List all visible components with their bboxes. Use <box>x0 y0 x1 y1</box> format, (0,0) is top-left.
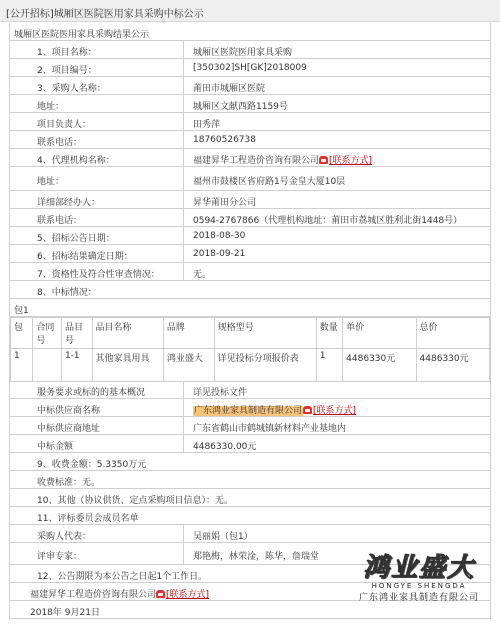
row-label: 3、采购人名称： <box>37 84 106 94</box>
announcement-heading-row <box>10 23 490 41</box>
cell: 其他家具用具 <box>92 349 163 382</box>
row-value: 18760526738 <box>193 135 256 145</box>
info-row <box>10 281 490 299</box>
package-row <box>10 299 490 317</box>
watermark-cn: 广东鸿业家具制造有限公司 <box>358 593 479 603</box>
footer-contact-link[interactable]: [联系方式] <box>166 590 210 600</box>
row-value: 2018-09-21 <box>193 249 246 259</box>
row-label: 4、代理机构名称： <box>37 156 115 166</box>
col-header: 品目名称 <box>92 318 163 349</box>
row-label: 联系电话： <box>37 138 83 148</box>
footer-date: 2018年 9月21日 <box>30 608 100 618</box>
row-value: 详见投标文件 <box>193 388 248 398</box>
row-label: 8、中标情况： <box>37 288 97 298</box>
row-label: 地址： <box>37 102 65 112</box>
info-row <box>10 167 490 191</box>
row-label: 9、收费金额：5.3350万元 <box>37 460 147 470</box>
info-row <box>10 41 490 59</box>
footer-company <box>30 587 209 600</box>
info-row <box>10 209 490 227</box>
row-value: 城厢区医院医用家具采购 <box>193 48 293 58</box>
col-header: 品目号 <box>61 318 92 349</box>
row-label: 中标金额 <box>37 442 74 452</box>
cell: 1 <box>11 349 33 382</box>
winner-row <box>10 435 490 453</box>
info-row <box>10 59 490 77</box>
row-value: 郑艳梅，林荣淦，陈华，詹瑞堂 <box>193 552 320 562</box>
items-table-wrap <box>10 317 490 381</box>
col-header: 规格型号 <box>214 318 316 349</box>
info-row <box>10 263 490 281</box>
announcement-table <box>9 23 491 619</box>
row-value: [350302]SH[GK]2018009 <box>193 63 307 73</box>
row-label: 采购人代表： <box>37 532 92 542</box>
row-value <box>193 403 356 416</box>
col-header: 包 <box>11 318 33 349</box>
cell: 1-1 <box>61 349 92 382</box>
row-label: 11、评标委员会成员名单 <box>37 514 139 524</box>
row-label: 中标供应商地址 <box>37 424 101 434</box>
row-label: 7、资格性及符合性审查情况： <box>37 270 160 280</box>
row-label: 详细部经办人： <box>37 198 101 208</box>
info-row <box>10 95 490 113</box>
phone-icon <box>156 590 165 598</box>
supplier-name: 广东鸿业家具制造有限公司 <box>194 406 303 416</box>
col-header: 合同号 <box>33 318 62 349</box>
row-value: 田秀萍 <box>193 120 221 130</box>
row-value: 福州市鼓楼区省府路1号金皇大厦10层 <box>193 177 346 187</box>
page-title-bar <box>0 0 500 22</box>
row-value: 4486330.00元 <box>193 442 257 452</box>
phone-icon <box>303 406 312 414</box>
items-table <box>10 317 490 382</box>
row-value: 广东省鹤山市鹤城镇新材料产业基地内 <box>193 424 347 434</box>
row-label: 5、招标公告日期： <box>37 234 115 244</box>
watermark-logo <box>344 547 494 603</box>
row-label: 评审专家： <box>37 552 83 562</box>
info-row <box>10 507 490 525</box>
row-label: 6、招标结果确定日期： <box>37 252 133 262</box>
winner-row <box>10 417 490 435</box>
row-label: 收费标准：无。 <box>37 478 101 488</box>
page-title: [公开招标]城厢区医院医用家具采购中标公示 <box>6 9 204 20</box>
agency-contact-link[interactable]: [联系方式] <box>329 156 373 166</box>
row-value: 0594-2767866（代理机构地址：莆田市荔城区胜利北街1448号） <box>193 216 463 226</box>
info-row <box>10 191 490 209</box>
cell: 鸿业盛大 <box>163 349 214 382</box>
cell: 详见投标分项报价表 <box>214 349 316 382</box>
winner-row <box>10 399 490 417</box>
row-value <box>193 153 372 166</box>
announcement-heading: 城厢区医院医用家具采购结果公示 <box>14 30 150 40</box>
row-label: 中标供应商名称 <box>37 406 101 416</box>
info-row <box>10 149 490 167</box>
info-row <box>10 489 490 507</box>
row-label: 10、其他（协议供货、定点采购项目信息）：无。 <box>37 496 233 506</box>
col-header: 数量 <box>316 318 342 349</box>
row-label: 2、项目编号： <box>37 66 97 76</box>
supplier-contact-link[interactable]: [联系方式] <box>313 406 357 416</box>
info-row <box>10 131 490 149</box>
company-name: 福建昇华工程造价咨询有限公司 <box>30 590 157 600</box>
row-value: 无。 <box>193 270 212 280</box>
package-label: 包1 <box>14 306 29 316</box>
winner-row <box>10 381 490 399</box>
info-row <box>10 77 490 95</box>
table-row <box>11 349 490 382</box>
watermark-en: HONGYE SHENGDA <box>371 582 467 590</box>
watermark-brand: 鸿业盛大 <box>362 553 475 583</box>
agency-name: 福建昇华工程造价咨询有限公司 <box>193 156 320 166</box>
info-row <box>10 227 490 245</box>
col-header: 单价 <box>343 318 416 349</box>
row-label: 联系电话： <box>37 216 83 226</box>
info-row <box>10 471 490 489</box>
cell <box>33 349 62 382</box>
row-label: 服务要求或标的的基本概况 <box>37 388 146 398</box>
info-row <box>10 245 490 263</box>
row-value: 城厢区文献西路1159号 <box>193 102 288 112</box>
col-header: 总价 <box>416 318 489 349</box>
col-header: 品牌 <box>163 318 214 349</box>
row-value: 2018-08-30 <box>193 231 246 241</box>
date-row <box>10 601 490 619</box>
panel-row <box>10 525 490 543</box>
cell: 4486330元 <box>416 349 489 382</box>
notice-text: 12、公告期限为本公告之日起1个工作日。 <box>37 572 208 582</box>
cell: 1 <box>316 349 342 382</box>
row-value: 昇华莆田分公司 <box>193 198 257 208</box>
phone-icon <box>319 156 328 164</box>
table-header-row <box>11 318 490 349</box>
row-label: 项目负责人： <box>37 120 92 130</box>
info-row <box>10 113 490 131</box>
row-label: 1、项目名称： <box>37 48 97 58</box>
row-value: 莆田市城厢区医院 <box>193 84 266 94</box>
row-value: 吴丽娟（包1） <box>193 532 253 542</box>
info-row <box>10 453 490 471</box>
row-label: 地址： <box>37 177 65 187</box>
cell: 4486330元 <box>343 349 416 382</box>
